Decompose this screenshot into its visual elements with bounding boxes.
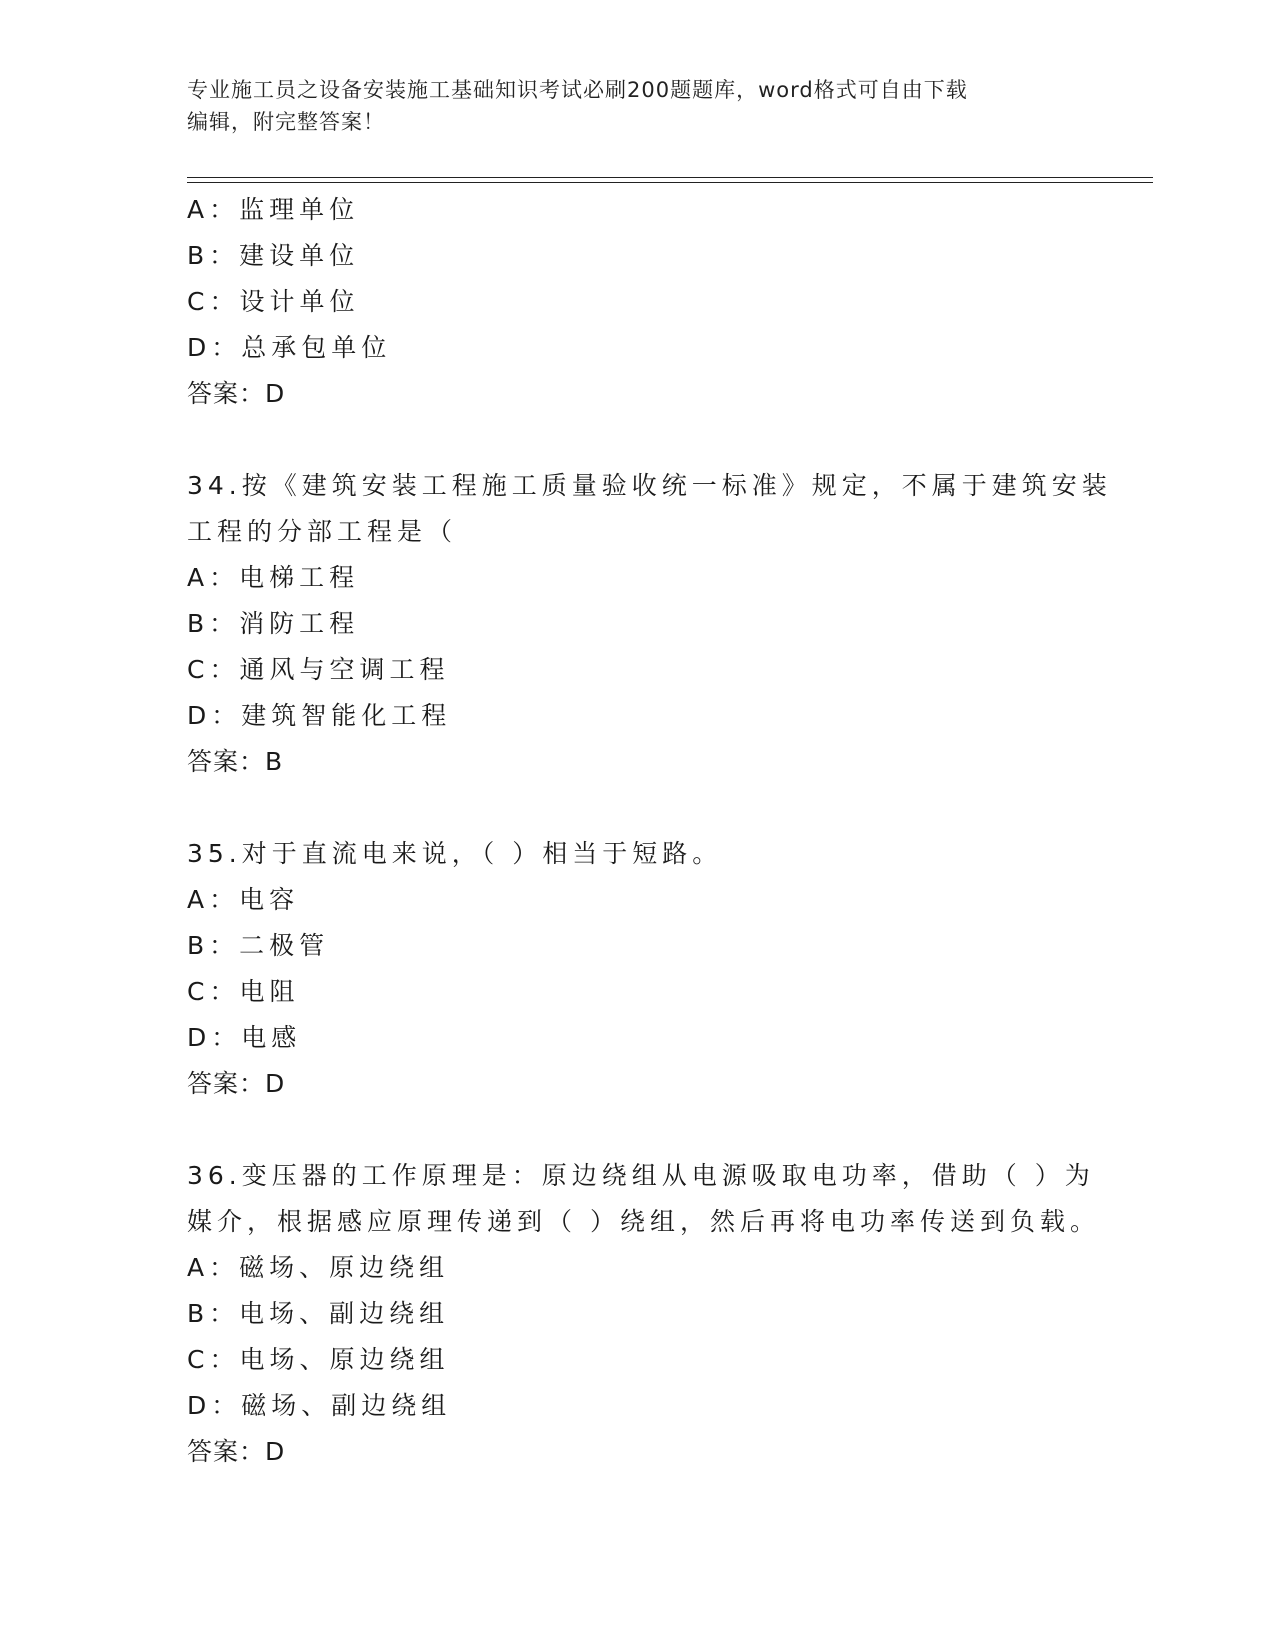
question-text-line-2: 媒介，根据感应原理传递到（ ）绕组，然后再将电功率传送到负载。 [187,1207,1100,1236]
option-a: A：监理单位 [187,195,360,224]
spacer [187,1107,1087,1153]
question-36 [187,1153,1100,1475]
question-33-tail [187,187,1087,417]
option-d: D：总承包单位 [187,333,392,362]
answer: 答案：D [187,1069,286,1098]
option-b: B：电场、副边绕组 [187,1299,450,1328]
option-b: B：消防工程 [187,609,360,638]
document-header [187,74,1067,138]
header-line-1: 专业施工员之设备安装施工基础知识考试必刷200题题库，word格式可自由下载 [187,78,968,102]
option-c: C：设计单位 [187,287,360,316]
option-a: A：电容 [187,885,300,914]
question-text-line-1: 35.对于直流电来说，（ ）相当于短路。 [187,839,723,868]
question-text-line-2: 工程的分部工程是（ [187,517,458,546]
question-35 [187,831,1087,1107]
spacer [187,417,1087,463]
option-b: B：建设单位 [187,241,360,270]
header-divider-top [187,177,1153,178]
option-d: D：建筑智能化工程 [187,701,452,730]
question-text-line-1: 36.变压器的工作原理是：原边绕组从电源吸取电功率，借助（ ）为 [187,1161,1095,1190]
question-text-line-1: 34.按《建筑安装工程施工质量验收统一标准》规定，不属于建筑安装 [187,471,1112,500]
question-34 [187,463,1112,785]
option-a: A：电梯工程 [187,563,360,592]
option-c: C：电场、原边绕组 [187,1345,450,1374]
option-d: D：磁场、副边绕组 [187,1391,452,1420]
answer: 答案：D [187,379,286,408]
option-b: B：二极管 [187,931,330,960]
answer: 答案：B [187,747,284,776]
spacer [187,785,1087,831]
option-c: C：电阻 [187,977,300,1006]
answer: 答案：D [187,1437,286,1466]
header-divider-bottom [187,182,1153,183]
header-line-2: 编辑，附完整答案！ [187,110,385,134]
option-c: C：通风与空调工程 [187,655,450,684]
option-d: D：电感 [187,1023,302,1052]
document-content [187,187,1112,1475]
option-a: A：磁场、原边绕组 [187,1253,450,1282]
